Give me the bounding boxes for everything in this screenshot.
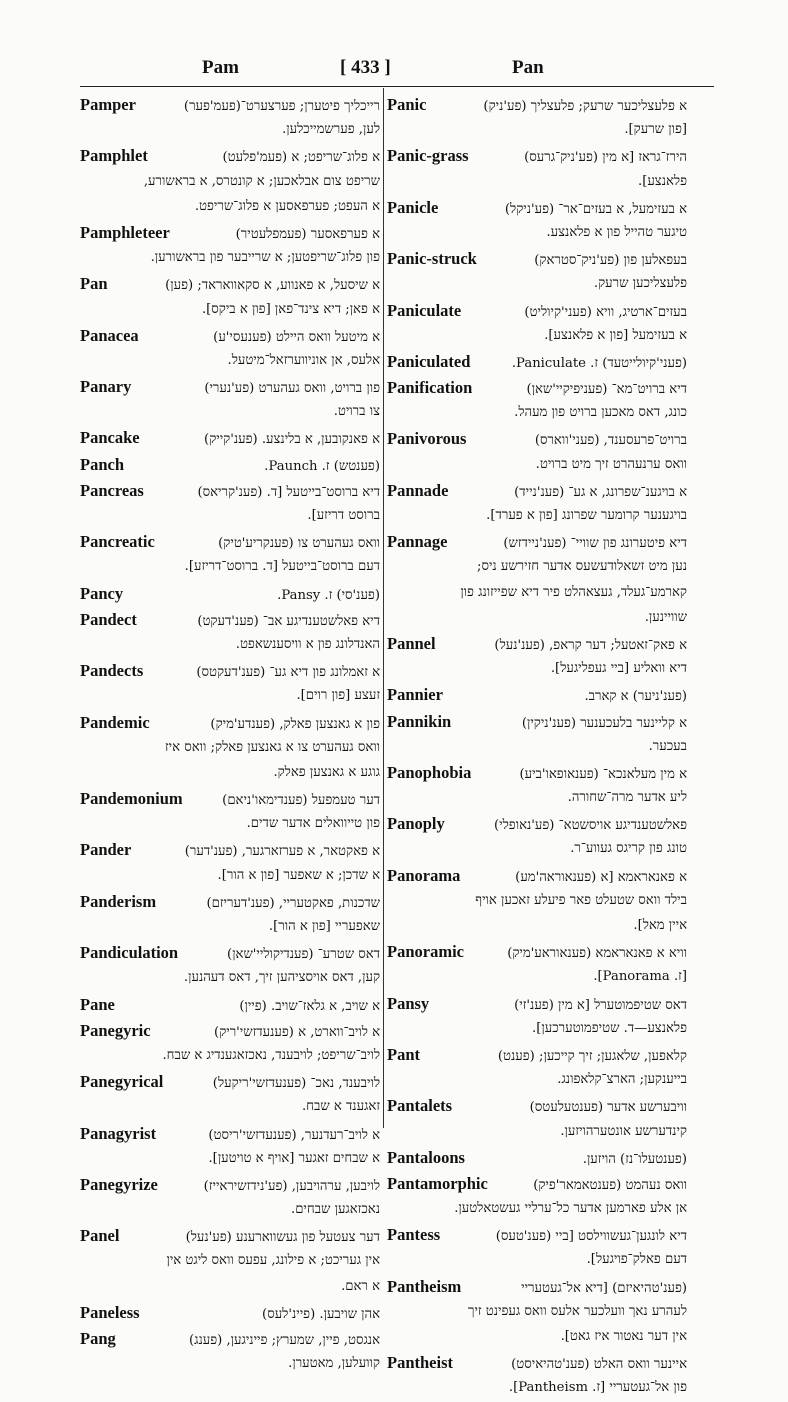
entry-definition-line: דיא וואליע [ביי געפליגעל]. <box>550 661 687 677</box>
dictionary-entry <box>80 940 380 990</box>
entry-definition-line: א מין מעלאנכא־ (פענאופאו'ביע) <box>519 766 687 782</box>
entry-definition-line: דיא ברויט־מא־ (פעניפיקיי'שאן) <box>526 382 687 398</box>
entry-headword: Panicle <box>387 197 439 217</box>
entry-headword: Pang <box>80 1329 116 1348</box>
dictionary-entry <box>80 374 380 424</box>
entry-headword: Panacea <box>80 325 139 345</box>
entry-definition-line: הירז־גראז [א מין (פע'ניק־גרעס) <box>524 150 687 166</box>
entry-definition-line: א לויב־רעדנער, (פענעדזשי'ריסט) <box>208 1127 380 1143</box>
page-number: [ 433 ] <box>340 57 391 78</box>
entry-definition-line: טונג פון קריגס געווע־ר. <box>570 841 687 857</box>
dictionary-entry <box>80 1172 380 1222</box>
dictionary-entry <box>387 1042 687 1092</box>
entry-definition-line: א פלעצליכער שרעק; פלעצליך (פע'ניק) <box>483 99 687 114</box>
dictionary-entry <box>80 1121 380 1171</box>
dictionary-entry <box>387 863 687 939</box>
entry-headword: Panegyric <box>80 1020 151 1040</box>
entry-definition-line: (פענטש) ז. Paunch. <box>264 458 380 474</box>
entry-headword: Pant <box>387 1044 420 1064</box>
entry-definition-line: דער טעמפעל (פענדימאו'ניאם) <box>222 793 380 809</box>
dictionary-entry <box>80 1018 380 1068</box>
dictionary-entry <box>80 143 380 219</box>
dictionary-entry <box>387 760 687 810</box>
entry-definition-line: ברויט־פרעסענד, (פעני'ווארס) <box>534 433 687 449</box>
dictionary-entry <box>387 478 687 528</box>
dictionary-entry <box>80 478 380 528</box>
entry-headword: Panagyrist <box>80 1123 157 1143</box>
entry-definition-line: א פאקטאר, א פערזארגער, (פענ'דער) <box>184 844 380 860</box>
entry-headword: Panic <box>387 95 427 114</box>
entry-headword: Pamphleteer <box>80 222 170 242</box>
entry-headword: Panorama <box>387 865 461 885</box>
entry-definition-line: לויב־שריפט; לויבענד, נאכזאגענדיג א שבח. <box>162 1047 380 1063</box>
entry-definition-line: בעכער. <box>648 738 687 754</box>
entry-definition-line: דיא פאלשטענדיגע אב־ (פענ'דעקט) <box>197 613 380 629</box>
entry-headword: Paniculate <box>387 300 462 320</box>
entry-definition-line: [פון שרעק]. <box>624 122 687 138</box>
entry-definition-line: א פערפאסער (פעמפלעטיר) <box>235 226 380 242</box>
dictionary-entry <box>80 710 380 786</box>
entry-definition-line: א לויב־ווארט, א (פענעדזשי'ריק) <box>214 1024 380 1040</box>
dictionary-entry <box>387 709 687 759</box>
dictionary-entry <box>80 425 380 450</box>
entry-definition-line: א שדכן; א שאפער [פון א הור]. <box>217 867 380 883</box>
dictionary-entry <box>387 631 687 681</box>
entry-headword: Pandiculation <box>80 943 179 963</box>
entry-headword: Panch <box>80 454 125 474</box>
entry-definition-line: קארמע־געלד, געצאהלט פיר דיא שפייזונג פון <box>460 584 687 600</box>
dictionary-entry <box>80 658 380 708</box>
entry-definition-line: א פאנקובען, א בלינצע. (פענ'קייק) <box>204 432 380 448</box>
dictionary-entry <box>80 323 380 373</box>
right-column <box>387 92 687 1402</box>
dictionary-entry <box>387 92 687 142</box>
entry-definition-line: א מיטעל וואס היילט (פענעסי'ע) <box>213 329 380 345</box>
entry-headword: Pamper <box>80 95 136 114</box>
entry-headword: Panoply <box>387 814 445 834</box>
dictionary-entry <box>80 889 380 939</box>
entry-definition-line: פון ברויט, וואס געהערט (פע'נערי) <box>204 381 380 397</box>
entry-definition-line: וואס געהערט צו א גאנצען פאלק; וואס איז <box>164 739 380 755</box>
entry-definition-line: אן אלע פארמען אדער כל־ערליי געשטאלטען. <box>454 1201 687 1217</box>
entry-definition-line: א שיסעל, א פאנווע, א סקאוואראד; (פען) <box>165 278 380 294</box>
entry-headword: Panic-grass <box>387 146 469 166</box>
entry-definition-line: א פאק־זאטעל; דער קראפ, (פענ'נעל) <box>494 637 687 653</box>
entry-definition-line: א שויב, א גלאז־שויב. (פיין) <box>239 998 380 1014</box>
column-divider <box>383 88 384 1128</box>
entry-definition-line: דעם פאלק־פויגעל]. <box>586 1252 687 1268</box>
entry-definition-line: בילד וואס שטעלט פאר פיעלע זאכען אויף <box>475 892 687 908</box>
entry-definition-line: דיא לונגען־געשווילסט [ביי (פענ'טעס) <box>495 1229 687 1245</box>
header-left-guideword: Pam <box>202 57 239 78</box>
dictionary-entry <box>80 1223 380 1299</box>
entry-definition-line: איינער וואס האלט (פענ'טהיאיסט) <box>511 1357 687 1373</box>
entry-definition-line: שדכנות, פאקטעריי, (פענ'דעריזם) <box>206 895 380 911</box>
entry-definition-line: שוויינען. <box>644 609 687 625</box>
entry-headword: Panegyrical <box>80 1072 164 1092</box>
dictionary-entry <box>80 452 380 477</box>
entry-definition-line: וואס געהערט צו (פענקריע'טיק) <box>218 536 380 552</box>
entry-headword: Pantheism <box>387 1276 462 1296</box>
entry-definition-line: ברוסט דריזע]. <box>307 508 380 523</box>
entry-headword: Pancreas <box>80 480 144 500</box>
dictionary-entry <box>387 1171 687 1221</box>
entry-definition-line: אין געריכט; א פילונג, עפעס וואס ליגט אין <box>166 1253 380 1269</box>
entry-definition-line: (פעני'קיולייטעד) ז. Paniculate. <box>511 355 687 371</box>
entry-definition-line: קלאפען, שלאגען; זיך קייכען; (פענט) <box>497 1048 687 1064</box>
entry-definition-line: דיא ברוסט־בייטעל [ד. (פענ'קריאס) <box>197 484 380 500</box>
entry-definition-line: אנגסט, פיין, שמערץ; פייניגען, (פענג) <box>188 1333 380 1348</box>
dictionary-entry <box>80 220 380 270</box>
dictionary-entry <box>387 246 687 296</box>
entry-definition-line: דיא פיטערונג פון שוויי־ (פענ'ניידזש) <box>503 536 687 552</box>
entry-definition-line: לויבען, ערהויבען, (פע'נידזשיראייז) <box>203 1178 380 1194</box>
entry-definition-line: פלאנצע—ד. שטיפמוטערכען]. <box>532 1020 687 1036</box>
entry-headword: Pander <box>80 840 132 860</box>
entry-headword: Panary <box>80 377 132 397</box>
entry-definition-line: (פענטעלו־נז) הויזען. <box>582 1151 687 1167</box>
entry-definition-line: קוועלען, מאטערן. <box>288 1356 380 1372</box>
entry-definition-line: א פאן; דיא צינד־פאן [פון א ביקס]. <box>201 301 380 317</box>
entry-definition-line: פון אל־געטעריי [ז. Pantheism]. <box>508 1380 687 1396</box>
dictionary-entry <box>387 1350 687 1400</box>
dictionary-entry <box>387 426 687 476</box>
entry-headword: Pantalets <box>387 1096 453 1116</box>
entry-definition-line: פון טייוואלים אדער שדים. <box>246 816 380 832</box>
entry-headword: Pandemic <box>80 712 150 732</box>
entry-headword: Pannade <box>387 480 449 500</box>
dictionary-entry <box>80 92 380 142</box>
entry-headword: Pamphlet <box>80 146 148 166</box>
entry-definition-line: וויבערשע אדער (פענטעלעטס) <box>529 1100 687 1116</box>
entry-definition-line: שריפט צום אבלאכען; א קונטרס, א בראשורע, <box>143 173 380 189</box>
entry-definition-line: לען, פערשמייכלען. <box>282 122 380 138</box>
entry-headword: Pantaloons <box>387 1147 465 1167</box>
entry-headword: Pannage <box>387 532 448 552</box>
dictionary-entry <box>387 1222 687 1272</box>
dictionary-entry <box>387 1145 687 1170</box>
header-right-guideword: Pan <box>512 57 544 78</box>
entry-definition-line: דאס שטיפמוטערל [א מין (פענ'זי) <box>514 997 687 1013</box>
entry-definition-line: קינדערשע אונטערהויזען. <box>560 1123 687 1139</box>
entry-definition-line: דעם ברוסט־בייטעל [ד. ברוסט־דריזע]. <box>184 559 380 575</box>
entry-headword: Pantheist <box>387 1353 453 1373</box>
entry-headword: Panel <box>80 1226 120 1246</box>
entry-headword: Paniculated <box>387 351 471 371</box>
entry-definition-line: לעהרע נאך וועלכער אלעס וואס געפינט זיך <box>467 1303 687 1319</box>
entry-definition-line: כונג, דאס מאכען ברויט פון מעהל. <box>514 405 687 421</box>
dictionary-entry <box>80 1069 380 1119</box>
entry-headword: Pancake <box>80 428 140 448</box>
dictionary-entry <box>80 581 380 606</box>
entry-headword: Panderism <box>80 891 157 911</box>
dictionary-entry <box>387 1274 687 1350</box>
dictionary-entry <box>80 271 380 321</box>
entry-definition-line: נען מיט זשאלודעשעס אדער חזירשע ניס; <box>477 559 687 575</box>
entry-definition-line: א זאמלונג פון דיא גע־ (פענ'דעקטס) <box>196 665 380 681</box>
entry-definition-line: נאכזאגען שבחים. <box>291 1202 380 1218</box>
entry-headword: Pancreatic <box>80 532 155 552</box>
entry-definition-line: א שבחים זאגער [אויף א טויטען]. <box>208 1150 380 1166</box>
entry-definition-line: פון פלוג־שריפטען; א שרייבער פון בראשורען. <box>150 250 380 266</box>
entry-definition-line: וואס נעהמט (פענטאמאר'פיק) <box>533 1177 687 1193</box>
entry-headword: Pantess <box>387 1225 441 1245</box>
entry-definition-line: האנדלונג פון א וויסענשאפט. <box>235 636 380 652</box>
dictionary-entry <box>80 837 380 887</box>
dictionary-entry <box>387 939 687 989</box>
entry-definition-line: בעזים־ארטיג, וויא (פעני'קיוליט) <box>524 304 687 320</box>
entry-definition-line: וויא א פאנאראמא (פענאוראע'מיק) <box>507 946 687 962</box>
entry-definition-line: בייענקען; הארצ־קלאפונג. <box>557 1072 687 1088</box>
entry-definition-line: גוגע א גאנצען פאלק. <box>273 764 380 780</box>
entry-definition-line: (פענ'טהיאיזם) [דיא אל־געטעריי <box>521 1280 687 1296</box>
entry-definition-line: ליע אדער מרה־שחורה. <box>567 790 687 806</box>
entry-headword: Panivorous <box>387 429 467 449</box>
entry-headword: Pannel <box>387 633 436 653</box>
dictionary-entry <box>80 607 380 657</box>
entry-definition-line: א ראם. <box>341 1278 380 1294</box>
dictionary-entry <box>387 375 687 425</box>
entry-definition-line: א בויגענ־שפרונג, א גע־ (פענ'נייד) <box>514 484 687 500</box>
entry-definition-line: אלעס, אן אוניווערזאל־מיטעל. <box>227 352 380 368</box>
dictionary-entry <box>387 529 687 630</box>
entry-headword: Pancy <box>80 583 124 603</box>
dictionary-entry <box>80 1300 380 1325</box>
entry-headword: Pannier <box>387 685 443 705</box>
entry-definition-line: א העפט; פערפאסען א פלוג־שריפט. <box>194 198 380 214</box>
entry-headword: Panoramic <box>387 942 464 962</box>
entry-headword: Pan <box>80 274 108 294</box>
entry-definition-line: א פלוג־שריפט; א (פעמ'פלעט) <box>222 150 380 166</box>
entry-definition-line: איין מאל]. <box>633 918 687 933</box>
entry-definition-line: לויבענד, נאכ־ (פענעדזשי'ריקעל) <box>212 1076 380 1092</box>
dictionary-entry <box>387 143 687 193</box>
entry-definition-line: א קליינער בלעכענער (פענ'ניקין) <box>521 715 687 731</box>
entry-headword: Pandect <box>80 609 137 629</box>
entry-definition-line: א פאנאראמא [א (פענאוראה'מע) <box>515 869 687 885</box>
dictionary-entry <box>80 529 380 579</box>
entry-definition-line: א בעזימעל [פון א פלאנצע]. <box>544 327 687 343</box>
dictionary-entry <box>80 1326 380 1376</box>
entry-headword: Panification <box>387 378 473 398</box>
dictionary-entry <box>387 195 687 245</box>
entry-definition-line: דער צעטעל פון געשווארענע (פע'נעל) <box>185 1230 380 1246</box>
dictionary-entry <box>80 992 380 1017</box>
entry-definition-line: א בעזימעל, א בעזים־אר־ (פע'ניקל) <box>504 201 687 217</box>
entry-definition-line: [ז. Panorama]. <box>593 969 687 985</box>
dictionary-entry <box>387 811 687 861</box>
entry-headword: Pandemonium <box>80 789 183 809</box>
entry-definition-line: פון א גאנצען פאלק, (פענדע'מיק) <box>210 716 380 732</box>
entry-definition-line: פאלשטענדיגע אויסשטא־ (פע'נאופלי) <box>494 818 687 834</box>
entry-definition-line: צו ברויט. <box>333 404 380 420</box>
dictionary-entry <box>387 1093 687 1143</box>
entry-definition-line: פלאנצע]. <box>638 173 687 189</box>
header-divider <box>80 86 714 87</box>
entry-definition-line: זאגענד א שבח. <box>301 1099 380 1115</box>
entry-headword: Panegyrize <box>80 1174 158 1194</box>
entry-definition-line: פלעצליכען שרעק. <box>593 276 687 292</box>
entry-definition-line: (פענ'ניער) א קארב. <box>584 689 687 705</box>
entry-headword: Panic-struck <box>387 249 477 269</box>
entry-definition-line: זעצע [פון רוים]. <box>296 688 380 704</box>
dictionary-entry <box>387 991 687 1041</box>
entry-definition-line: בעפאלען פון (פע'ניק־סטראק) <box>534 253 687 269</box>
page-header <box>84 52 714 86</box>
entry-definition-line: קען, דאס אויסציהען זיך, דאס דעהנען. <box>183 970 380 986</box>
entry-headword: Pane <box>80 994 115 1014</box>
dictionary-entry <box>387 298 687 348</box>
entry-definition-line: וואס ערנעהרט זיך מיט ברויט. <box>535 456 687 472</box>
entry-definition-line: רייכליך פיטערן; פערצערט־(פעמ'פער) <box>183 99 380 114</box>
entry-definition-line: דאס שטרע־ (פענדיקוליי'שאן) <box>227 947 380 963</box>
entry-headword: Pansy <box>387 993 430 1013</box>
entry-headword: Paneless <box>80 1302 140 1322</box>
entry-definition-line: אין דער נאטור איז גאט]. <box>560 1329 687 1344</box>
entry-headword: Pannikin <box>387 711 452 731</box>
left-column <box>80 92 380 1377</box>
entry-definition-line: (פענ'סי) ז. Pansy. <box>277 587 380 603</box>
entry-headword: Pantamorphic <box>387 1173 488 1193</box>
entry-headword: Panophobia <box>387 762 472 782</box>
entry-definition-line: אהן שויבען. (פיינ'לעס) <box>262 1306 380 1322</box>
dictionary-entry <box>387 349 687 374</box>
dictionary-entry <box>80 786 380 836</box>
entry-headword: Pandects <box>80 661 144 681</box>
dictionary-entry <box>387 682 687 707</box>
entry-definition-line: שאפעריי [פון א הור]. <box>268 919 380 934</box>
entry-definition-line: בויגענער קרומער שפרונג [פון א פערד]. <box>486 508 687 523</box>
entry-definition-line: טיגער טהייל פון א פלאנצע. <box>546 224 687 240</box>
